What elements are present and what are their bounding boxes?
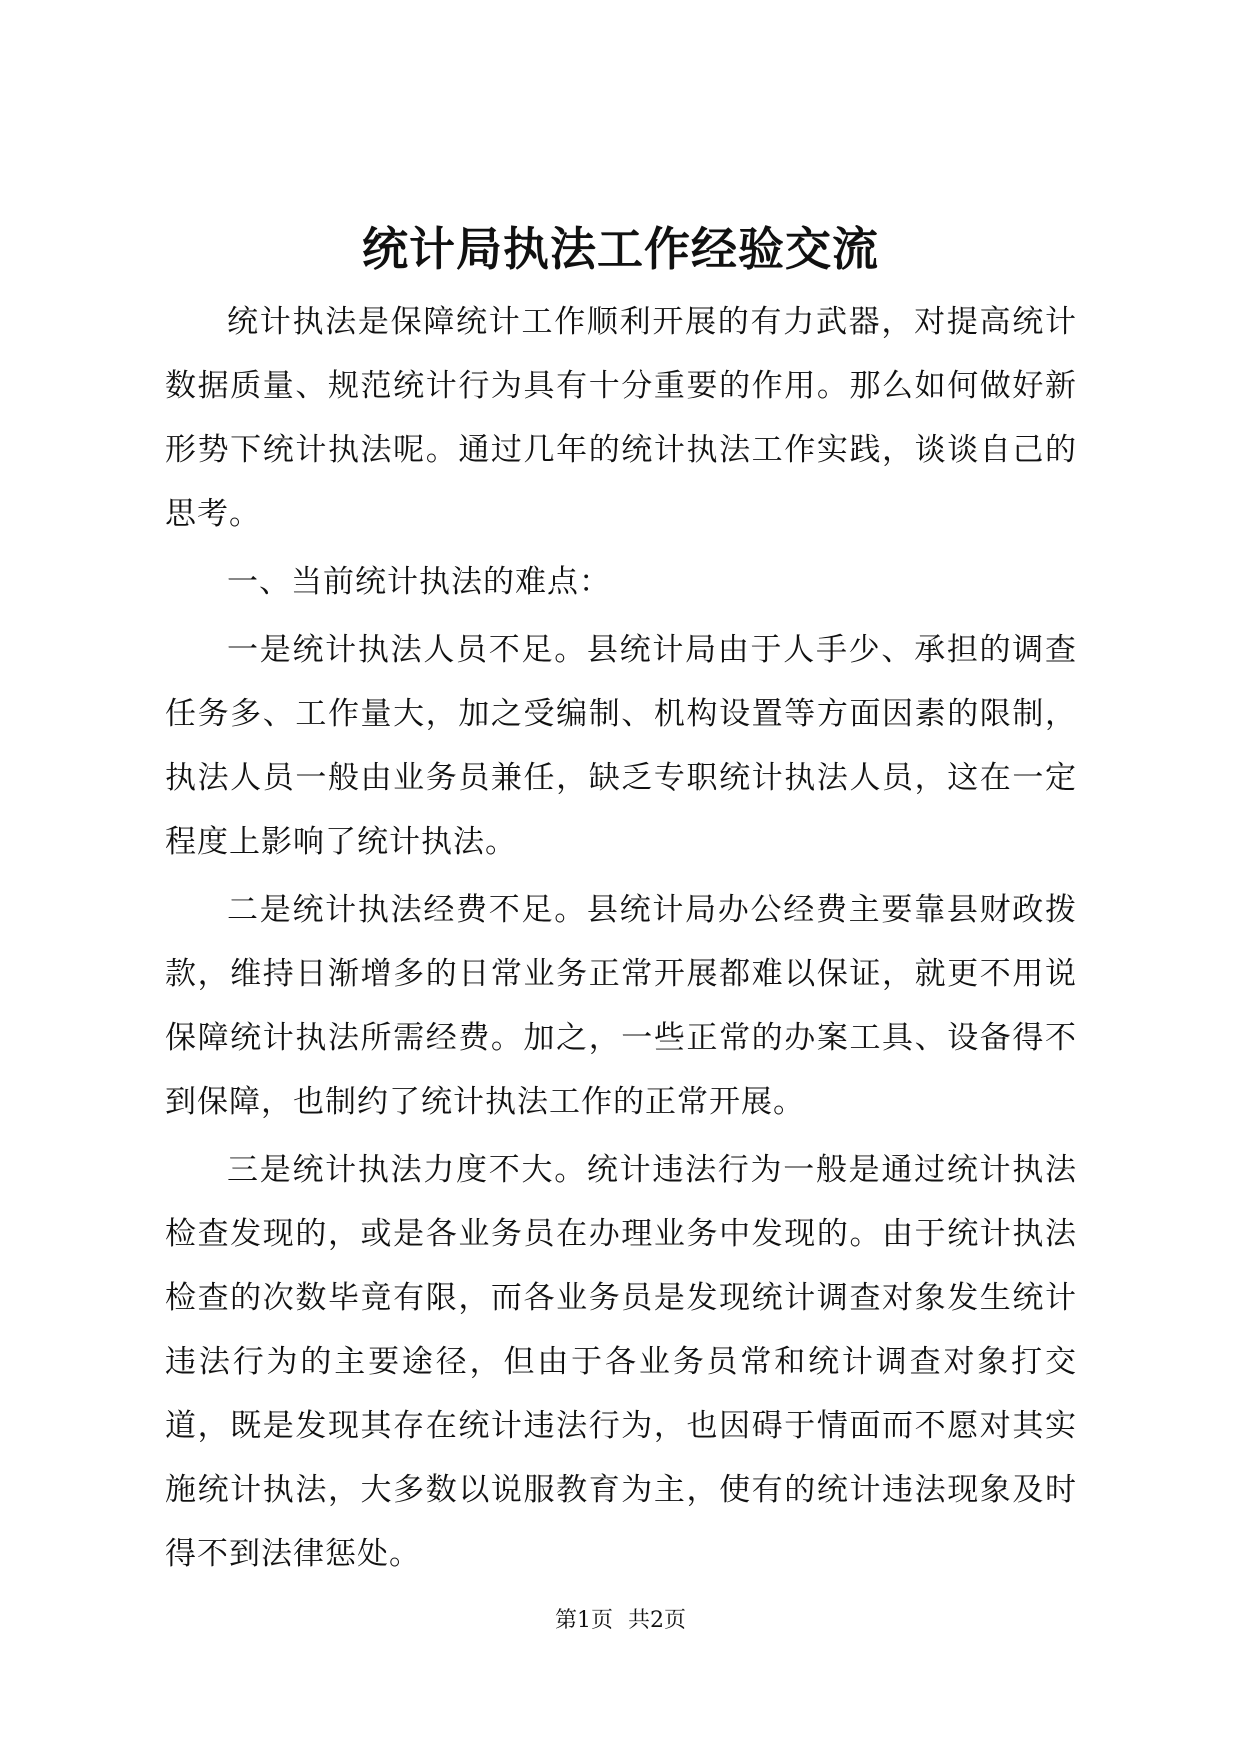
page-footer	[0, 1606, 1241, 1636]
section-heading: 一、当前统计执法的难点：	[227, 564, 611, 600]
paragraph-point-one: 一是统计执法人员不足。县统计局由于人手少、承担的调查任务多、工作量大，加之受编制、机构设置等方面因素的限制，执法人员一般由业务员兼任，缺乏专职统计执法人员，这在一定程度上影响了统计执法。	[165, 632, 1077, 860]
page-total: 共2页	[628, 1608, 686, 1633]
paragraph-point-three: 三是统计执法力度不大。统计违法行为一般是通过统计执法检查发现的，或是各业务员在办理业务中发现的。由于统计执法检查的次数毕竟有限，而各业务员是发现统计调查对象发生统计违法行为的主要途径，但由于各业务员常和统计调查对象打交道，既是发现其存在统计违法行为，也因碍于情面而不愿对其实施统计执法，大多数以说服教育为主，使有的统计违法现象及时得不到法律惩处。	[165, 1152, 1077, 1572]
page-number: 第1页	[555, 1608, 613, 1633]
paragraph-intro: 统计执法是保障统计工作顺利开展的有力武器，对提高统计数据质量、规范统计行为具有十分重要的作用。那么如何做好新形势下统计执法呢。通过几年的统计执法工作实践，谈谈自己的思考。	[165, 304, 1077, 532]
document-body	[165, 290, 1077, 1590]
paragraph-point-two: 二是统计执法经费不足。县统计局办公经费主要靠县财政拨款，维持日渐增多的日常业务正常开展都难以保证，就更不用说保障统计执法所需经费。加之，一些正常的办案工具、设备得不到保障，也制约了统计执法工作的正常开展。	[165, 892, 1077, 1120]
document-title: 统计局执法工作经验交流	[362, 222, 879, 276]
